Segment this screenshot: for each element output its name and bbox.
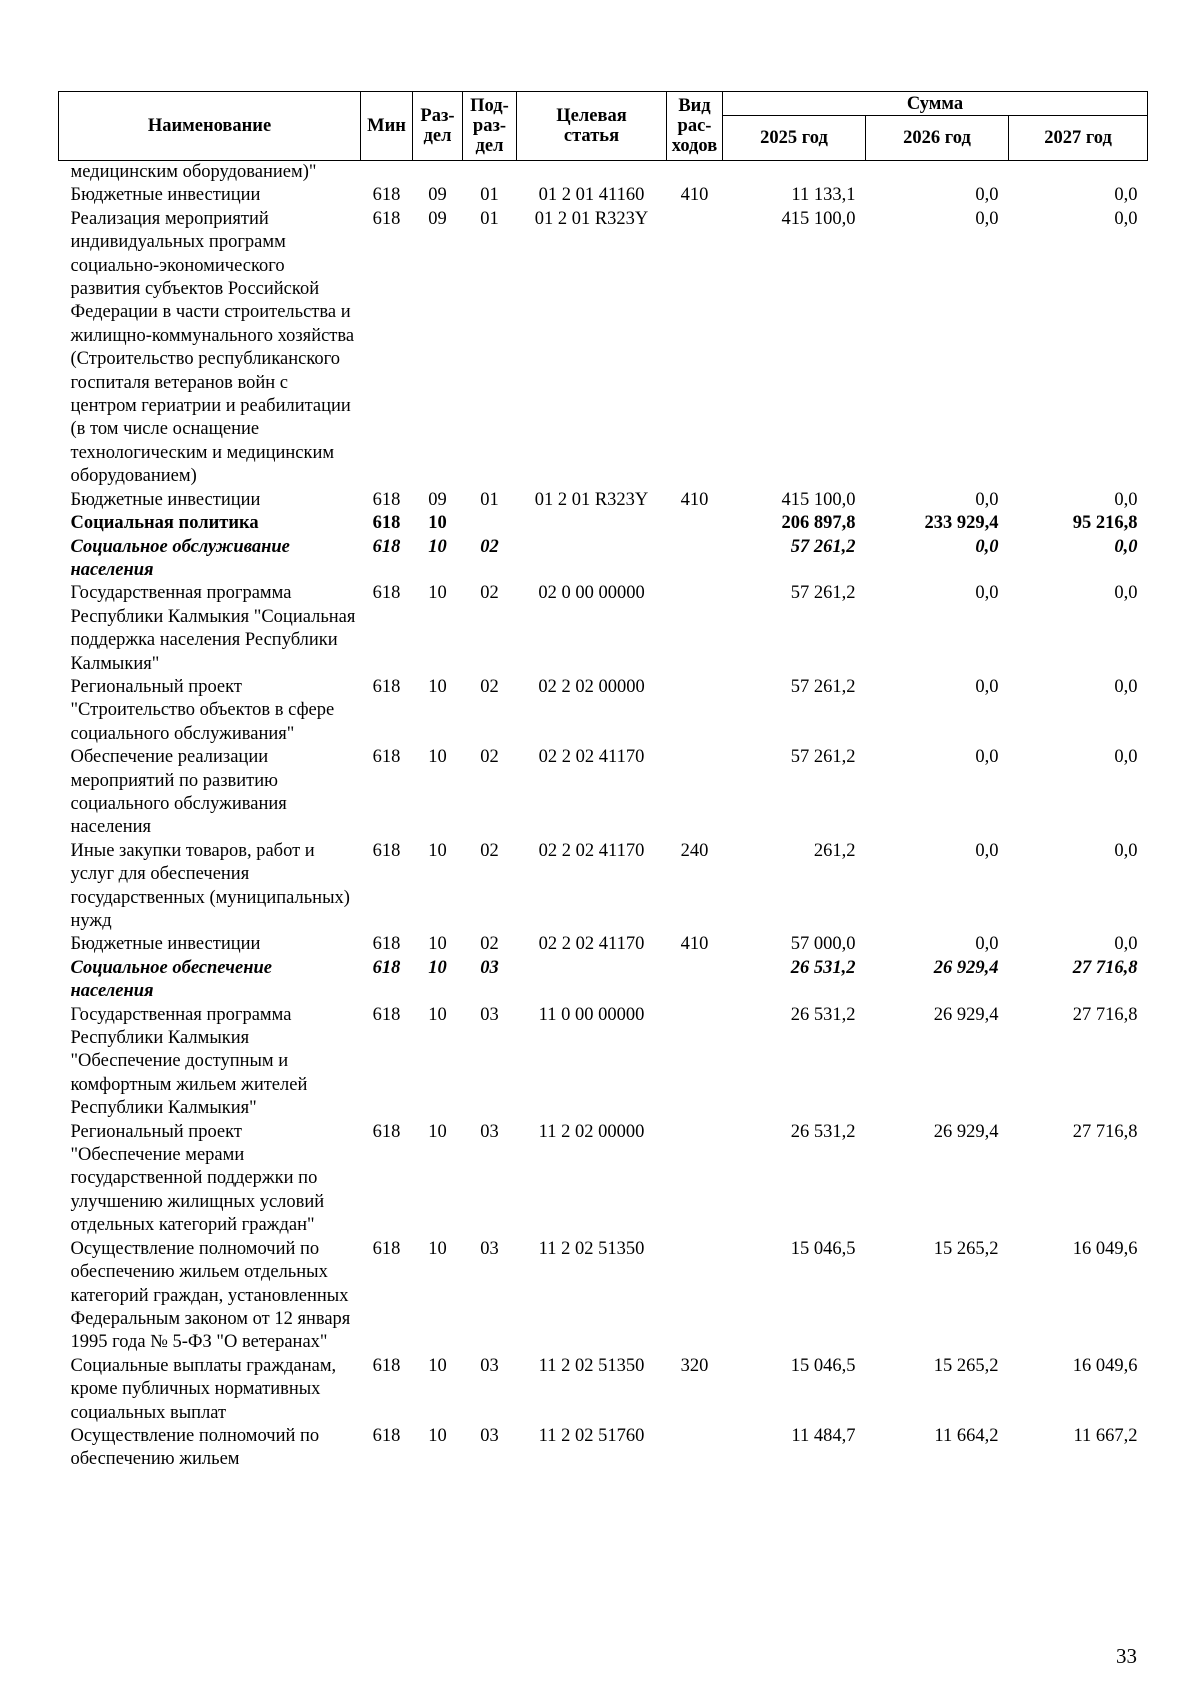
cell-vid bbox=[667, 1121, 723, 1238]
cell-celevaya: 11 2 02 51350 bbox=[538, 1238, 645, 1259]
cell-razdel: 10 bbox=[428, 1238, 447, 1259]
cell-min: 618 bbox=[372, 934, 401, 955]
cell-name: Региональный проект "Обеспечение мерами государственной поддержки по улучшению жилищных условий отдельных категорий граждан" bbox=[70, 1121, 325, 1236]
cell-celevaya: 11 2 02 00000 bbox=[538, 1121, 645, 1142]
cell-celevaya: 02 0 00 00000 bbox=[538, 583, 645, 604]
table-row bbox=[59, 933, 1148, 956]
table-row bbox=[59, 1425, 1148, 1472]
cell-sum-2027: 0,0 bbox=[1114, 208, 1138, 229]
cell-sum-2026: 0,0 bbox=[975, 747, 999, 768]
cell-name: Социальная политика bbox=[70, 513, 259, 534]
cell-min: 618 bbox=[372, 185, 401, 206]
cell-sum-2025: 11 133,1 bbox=[791, 185, 856, 206]
cell-sum-2027: 16 049,6 bbox=[1072, 1238, 1138, 1259]
cell-vid bbox=[667, 1425, 723, 1472]
header-year-2025: 2025 год bbox=[723, 116, 866, 161]
cell-name: Государственная программа Республики Калмыкия "Обеспечение доступным и комфортным жильем жителей Республики Калмыкия" bbox=[70, 1004, 308, 1119]
cell-min: 618 bbox=[372, 1425, 401, 1446]
cell-sum-2025: 415 100,0 bbox=[781, 208, 856, 229]
cell-name: Иные закупки товаров, работ и услуг для обеспечения государственных (муниципальных) нужд bbox=[70, 840, 350, 931]
cell-min: 618 bbox=[372, 1355, 401, 1376]
cell-vid bbox=[667, 1238, 723, 1355]
table-row bbox=[59, 1121, 1148, 1238]
table-row bbox=[59, 676, 1148, 746]
cell-sum-2027: 16 049,6 bbox=[1072, 1355, 1138, 1376]
cell-sum-2027: 0,0 bbox=[1114, 489, 1138, 510]
cell-vid: 410 bbox=[680, 489, 709, 510]
cell-sum-2026: 0,0 bbox=[975, 185, 999, 206]
cell-razdel: 10 bbox=[428, 1004, 447, 1025]
cell-name: Осуществление полномочий по обеспечению жильем bbox=[70, 1425, 320, 1470]
header-year-2026: 2026 год bbox=[866, 116, 1009, 161]
cell-sum-2027: 11 667,2 bbox=[1073, 1425, 1138, 1446]
cell-celevaya: 01 2 01 R323Y bbox=[534, 208, 649, 229]
cell-name: Бюджетные инвестиции bbox=[70, 489, 261, 510]
table-body bbox=[59, 161, 1148, 1472]
cell-celevaya: 02 2 02 41170 bbox=[538, 747, 645, 768]
table-row bbox=[59, 1355, 1148, 1425]
table-row bbox=[59, 582, 1148, 676]
cell-razdel: 10 bbox=[428, 934, 447, 955]
cell-sum-2027: 0,0 bbox=[1114, 185, 1138, 206]
cell-celevaya: 01 2 01 41160 bbox=[538, 185, 645, 206]
cell-podrazdel bbox=[463, 161, 517, 185]
cell-min bbox=[361, 161, 413, 185]
cell-razdel: 10 bbox=[428, 957, 447, 978]
table-header bbox=[59, 92, 1148, 161]
cell-podrazdel bbox=[463, 512, 517, 535]
cell-podrazdel: 01 bbox=[480, 489, 499, 510]
cell-podrazdel: 03 bbox=[480, 1355, 499, 1376]
cell-sum-2026: 233 929,4 bbox=[924, 513, 999, 534]
cell-sum-2027: 27 716,8 bbox=[1072, 1004, 1138, 1025]
cell-name: Бюджетные инвестиции bbox=[70, 934, 261, 955]
cell-razdel: 10 bbox=[428, 747, 447, 768]
cell-sum-2027: 0,0 bbox=[1114, 747, 1138, 768]
cell-sum-2025: 261,2 bbox=[813, 840, 856, 861]
table-row bbox=[59, 957, 1148, 1004]
table-row bbox=[59, 536, 1148, 583]
cell-vid bbox=[667, 746, 723, 840]
cell-sum-2026: 26 929,4 bbox=[933, 1004, 999, 1025]
cell-min: 618 bbox=[372, 840, 401, 861]
cell-min: 618 bbox=[372, 957, 401, 978]
cell-sum-2025: 15 046,5 bbox=[790, 1355, 856, 1376]
cell-celevaya bbox=[517, 536, 667, 583]
cell-min: 618 bbox=[372, 583, 401, 604]
cell-sum-2027: 0,0 bbox=[1114, 536, 1138, 557]
cell-sum-2027: 27 716,8 bbox=[1072, 957, 1138, 978]
cell-sum-2025: 15 046,5 bbox=[790, 1238, 856, 1259]
cell-sum-2026: 0,0 bbox=[975, 934, 999, 955]
cell-vid: 410 bbox=[680, 934, 709, 955]
cell-vid bbox=[667, 208, 723, 489]
cell-razdel: 09 bbox=[428, 185, 447, 206]
cell-name: Государственная программа Республики Калмыкия "Социальная поддержка населения Республики Калмыкия" bbox=[70, 583, 356, 674]
cell-vid: 240 bbox=[680, 840, 709, 861]
cell-sum-2025: 26 531,2 bbox=[790, 1121, 856, 1142]
cell-sum-2026: 15 265,2 bbox=[933, 1238, 999, 1259]
header-name: Наименование bbox=[59, 92, 361, 161]
cell-celevaya: 02 2 02 00000 bbox=[538, 676, 645, 697]
cell-name: Социальное обслуживание населения bbox=[70, 536, 290, 580]
cell-sum-2026: 26 929,4 bbox=[933, 957, 999, 978]
cell-sum-2026: 0,0 bbox=[975, 583, 999, 604]
header-min: Мин bbox=[361, 92, 413, 161]
cell-vid bbox=[667, 582, 723, 676]
cell-razdel: 10 bbox=[428, 583, 447, 604]
cell-vid bbox=[667, 676, 723, 746]
cell-celevaya: 11 0 00 00000 bbox=[538, 1004, 645, 1025]
table-row bbox=[59, 1238, 1148, 1355]
cell-celevaya bbox=[517, 161, 667, 185]
cell-name: медицинским оборудованием)" bbox=[70, 162, 317, 182]
cell-sum-2025: 57 261,2 bbox=[790, 536, 856, 557]
cell-razdel: 10 bbox=[428, 513, 447, 534]
cell-name: Обеспечение реализации мероприятий по развитию социального обслуживания населения bbox=[70, 747, 287, 838]
cell-sum-2027: 0,0 bbox=[1114, 840, 1138, 861]
header-celevaya: Целевая статья bbox=[517, 92, 667, 161]
cell-celevaya: 02 2 02 41170 bbox=[538, 840, 645, 861]
header-razdel: Раз- дел bbox=[413, 92, 463, 161]
cell-name: Региональный проект "Строительство объектов в сфере социального обслуживания" bbox=[70, 676, 335, 744]
cell-podrazdel: 03 bbox=[480, 1425, 499, 1446]
cell-vid bbox=[667, 161, 723, 185]
cell-podrazdel: 02 bbox=[480, 536, 499, 557]
cell-sum-2026: 0,0 bbox=[975, 208, 999, 229]
cell-min: 618 bbox=[372, 536, 401, 557]
cell-min: 618 bbox=[372, 489, 401, 510]
header-summa: Сумма bbox=[723, 92, 1148, 116]
cell-vid: 320 bbox=[680, 1355, 709, 1376]
cell-name: Осуществление полномочий по обеспечению жильем отдельных категорий граждан, установленных Федеральным законом от 12 января 1995 года № 5-ФЗ "О ветеранах" bbox=[70, 1238, 351, 1353]
cell-sum-2026: 0,0 bbox=[975, 536, 999, 557]
cell-min: 618 bbox=[372, 747, 401, 768]
cell-podrazdel: 03 bbox=[480, 1238, 499, 1259]
cell-razdel: 10 bbox=[428, 1121, 447, 1142]
cell-podrazdel: 01 bbox=[480, 185, 499, 206]
cell-sum-2025: 26 531,2 bbox=[790, 1004, 856, 1025]
table-row bbox=[59, 184, 1148, 207]
table-row bbox=[59, 840, 1148, 934]
cell-sum-2025: 57 261,2 bbox=[790, 747, 856, 768]
cell-razdel: 10 bbox=[428, 536, 447, 557]
table-row bbox=[59, 512, 1148, 535]
cell-podrazdel: 02 bbox=[480, 747, 499, 768]
cell-podrazdel: 02 bbox=[480, 934, 499, 955]
cell-razdel: 09 bbox=[428, 208, 447, 229]
cell-sum-2025: 415 100,0 bbox=[781, 489, 856, 510]
cell-sum-2026: 15 265,2 bbox=[933, 1355, 999, 1376]
cell-sum-2025: 206 897,8 bbox=[781, 513, 856, 534]
cell-razdel: 10 bbox=[428, 676, 447, 697]
table-row bbox=[59, 208, 1148, 489]
cell-min: 618 bbox=[372, 1238, 401, 1259]
cell-vid bbox=[667, 957, 723, 1004]
cell-sum-2026: 26 929,4 bbox=[933, 1121, 999, 1142]
header-podrazdel: Под- раз- дел bbox=[463, 92, 517, 161]
cell-sum-2027: 95 216,8 bbox=[1072, 513, 1138, 534]
cell-sum-2025: 57 261,2 bbox=[790, 676, 856, 697]
page-number: 33 bbox=[1116, 1644, 1137, 1668]
cell-sum-2025: 57 000,0 bbox=[790, 934, 856, 955]
cell-celevaya: 01 2 01 R323Y bbox=[534, 489, 649, 510]
cell-razdel: 10 bbox=[428, 840, 447, 861]
cell-sum-2027: 27 716,8 bbox=[1072, 1121, 1138, 1142]
cell-sum-2025: 26 531,2 bbox=[790, 957, 856, 978]
table-row bbox=[59, 489, 1148, 512]
cell-celevaya bbox=[517, 957, 667, 1004]
cell-name: Социальное обеспечение населения bbox=[70, 957, 272, 1002]
cell-min: 618 bbox=[372, 1121, 401, 1142]
cell-name: Бюджетные инвестиции bbox=[70, 185, 261, 206]
cell-sum-2027: 0,0 bbox=[1114, 676, 1138, 697]
header-vid: Вид рас- ходов bbox=[667, 92, 723, 161]
cell-min: 618 bbox=[372, 1004, 401, 1025]
cell-min: 618 bbox=[372, 676, 401, 697]
cell-sum-2026: 0,0 bbox=[975, 840, 999, 861]
cell-vid bbox=[667, 1004, 723, 1121]
cell-sum-2026 bbox=[866, 161, 1009, 185]
cell-name: Социальные выплаты гражданам, кроме публичных нормативных социальных выплат bbox=[70, 1355, 337, 1423]
cell-razdel: 10 bbox=[428, 1355, 447, 1376]
cell-podrazdel: 03 bbox=[480, 1004, 499, 1025]
cell-celevaya: 11 2 02 51760 bbox=[538, 1425, 645, 1446]
cell-sum-2026: 0,0 bbox=[975, 489, 999, 510]
cell-vid bbox=[667, 512, 723, 535]
cell-podrazdel: 03 bbox=[480, 1121, 499, 1142]
cell-vid bbox=[667, 536, 723, 583]
table-row bbox=[59, 161, 1148, 185]
cell-sum-2025: 11 484,7 bbox=[791, 1425, 856, 1446]
cell-sum-2025 bbox=[723, 161, 866, 185]
cell-podrazdel: 02 bbox=[480, 583, 499, 604]
cell-razdel bbox=[413, 161, 463, 185]
cell-podrazdel: 01 bbox=[480, 208, 499, 229]
cell-razdel: 09 bbox=[428, 489, 447, 510]
cell-celevaya bbox=[517, 512, 667, 535]
cell-podrazdel: 02 bbox=[480, 840, 499, 861]
cell-sum-2027: 0,0 bbox=[1114, 934, 1138, 955]
cell-celevaya: 11 2 02 51350 bbox=[538, 1355, 645, 1376]
cell-sum-2027: 0,0 bbox=[1114, 583, 1138, 604]
cell-sum-2026: 11 664,2 bbox=[934, 1425, 999, 1446]
table-row bbox=[59, 746, 1148, 840]
cell-sum-2025: 57 261,2 bbox=[790, 583, 856, 604]
cell-podrazdel: 02 bbox=[480, 676, 499, 697]
cell-name: Реализация мероприятий индивидуальных программ социально-экономического развития субъектов Российской Федерации в части строительства и жилищно-коммунального хозяйства (Строительство республиканского госпиталя ветеранов войн с центром гериатрии и реабилитации (в том числе оснащение технологическим и медицинским оборудованием) bbox=[70, 208, 355, 487]
table-row bbox=[59, 1004, 1148, 1121]
cell-vid: 410 bbox=[680, 185, 709, 206]
header-year-2027: 2027 год bbox=[1009, 116, 1148, 161]
budget-table bbox=[58, 91, 1148, 1472]
cell-min: 618 bbox=[372, 513, 401, 534]
cell-sum-2027 bbox=[1009, 161, 1148, 185]
cell-podrazdel: 03 bbox=[480, 957, 499, 978]
cell-min: 618 bbox=[372, 208, 401, 229]
cell-sum-2026: 0,0 bbox=[975, 676, 999, 697]
cell-celevaya: 02 2 02 41170 bbox=[538, 934, 645, 955]
cell-razdel: 10 bbox=[428, 1425, 447, 1446]
